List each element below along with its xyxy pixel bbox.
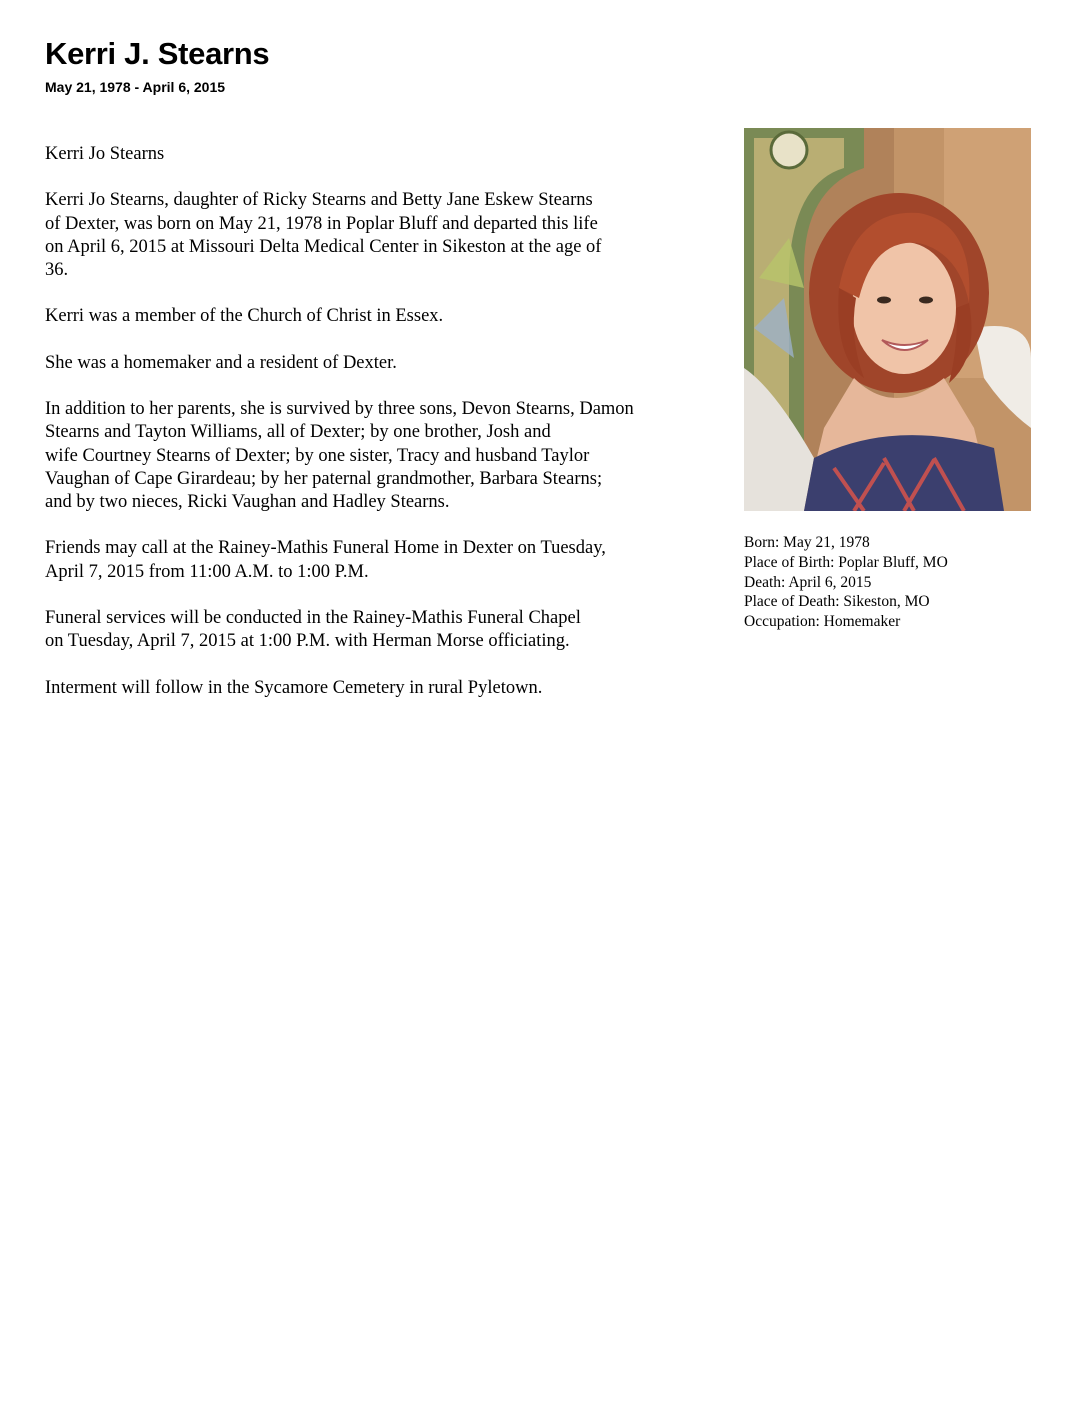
fact-occupation: Occupation: Homemaker xyxy=(744,613,901,631)
text-line: of Dexter, was born on May 21, 1978 in Poplar Bluff and departed this life xyxy=(45,213,598,234)
obituary-paragraph xyxy=(45,305,735,328)
portrait-photo xyxy=(744,128,1031,511)
text-line: Interment will follow in the Sycamore Cemetery in rural Pyletown. xyxy=(45,677,543,698)
text-line: April 7, 2015 from 11:00 A.M. to 1:00 P.M. xyxy=(45,561,369,582)
fact-list xyxy=(744,533,948,632)
fact-place-of-birth: Place of Birth: Poplar Bluff, MO xyxy=(744,553,948,571)
obituary-paragraph xyxy=(45,398,735,514)
fact-place-of-death: Place of Death: Sikeston, MO xyxy=(744,593,930,611)
text-line: Friends may call at the Rainey-Mathis Funeral Home in Dexter on Tuesday, xyxy=(45,538,606,559)
text-line: wife Courtney Stearns of Dexter; by one sister, Tracy and husband Taylor xyxy=(45,445,590,466)
text-line: on April 6, 2015 at Missouri Delta Medical Center in Sikeston at the age of xyxy=(45,236,602,257)
text-line: She was a homemaker and a resident of Dexter. xyxy=(45,352,397,373)
obituary-paragraph xyxy=(45,677,735,700)
page-title: Kerri J. Stearns xyxy=(45,36,270,71)
obituary-paragraph xyxy=(45,537,735,583)
text-line: Stearns and Tayton Williams, all of Dexter; by one brother, Josh and xyxy=(45,422,551,443)
text-line: In addition to her parents, she is survived by three sons, Devon Stearns, Damon xyxy=(45,399,634,420)
obituary-paragraph xyxy=(45,143,735,166)
text-line: Funeral services will be conducted in the Rainey-Mathis Funeral Chapel xyxy=(45,607,581,628)
fact-death: Death: April 6, 2015 xyxy=(744,573,872,591)
text-line: Vaughan of Cape Girardeau; by her paternal grandmother, Barbara Stearns; xyxy=(45,468,603,489)
obituary-text xyxy=(45,143,735,723)
text-line: Kerri was a member of the Church of Christ in Essex. xyxy=(45,306,444,327)
text-line: Kerri Jo Stearns xyxy=(45,144,165,164)
obituary-paragraph xyxy=(45,607,735,653)
obituary-paragraph xyxy=(45,352,735,375)
life-dates: May 21, 1978 - April 6, 2015 xyxy=(45,79,226,95)
text-line: and by two nieces, Ricki Vaughan and Hadley Stearns. xyxy=(45,491,450,512)
text-line: 36. xyxy=(45,260,69,280)
text-line: on Tuesday, April 7, 2015 at 1:00 P.M. with Herman Morse officiating. xyxy=(45,631,570,652)
fact-born: Born: May 21, 1978 xyxy=(744,534,870,551)
portrait-illustration xyxy=(744,128,1031,511)
text-line: Kerri Jo Stearns, daughter of Ricky Stearns and Betty Jane Eskew Stearns xyxy=(45,190,593,211)
obituary-paragraph xyxy=(45,189,735,282)
